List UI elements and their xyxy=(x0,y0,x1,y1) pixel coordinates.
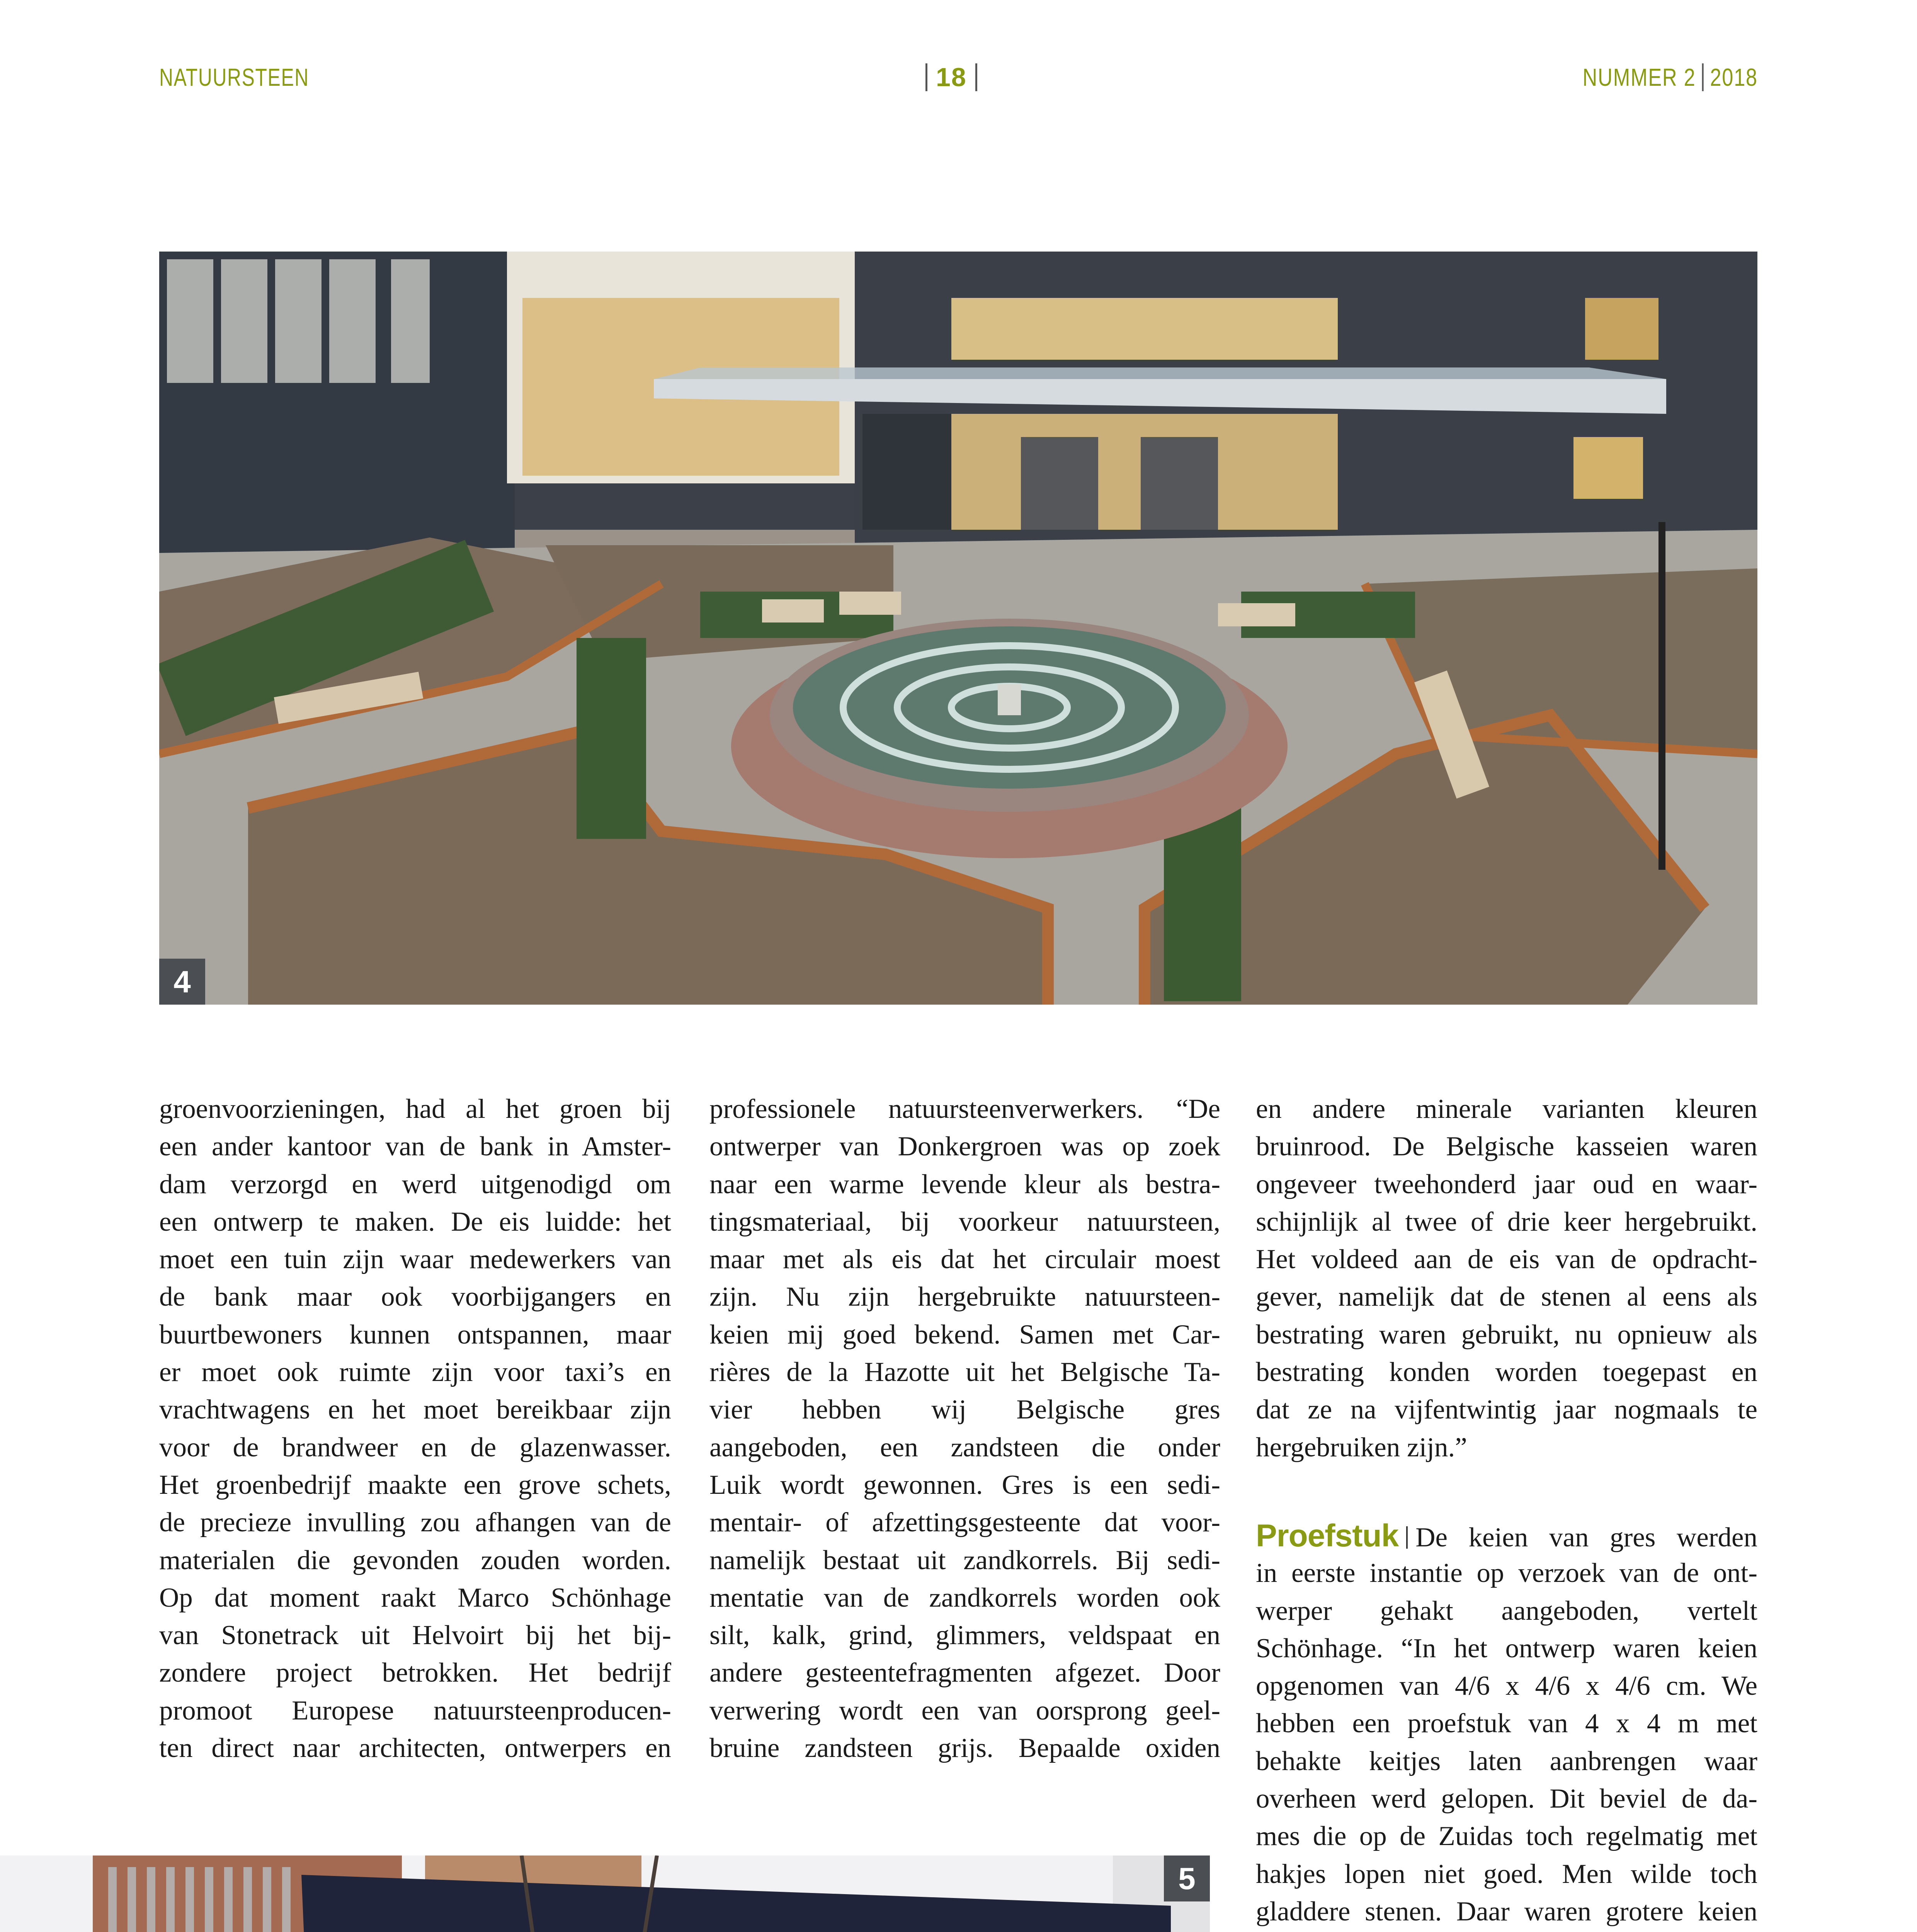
text-line: groenvoorzieningen, had al het groen bij xyxy=(159,1094,671,1124)
text-line: aangeboden, een zandsteen die onder xyxy=(709,1432,1220,1463)
text-line: gever, namelijk dat de stenen al eens als xyxy=(1256,1282,1757,1312)
photo-number-badge: 4 xyxy=(159,959,205,1005)
text-line: de precieze invulling zou afhangen van de xyxy=(159,1507,671,1538)
text-line: rières de la Hazotte uit het Belgische Ta- xyxy=(709,1357,1220,1388)
text-line: materialen die gevonden zouden worden. xyxy=(159,1545,671,1575)
text-line: de bank maar ook voorbijgangers en xyxy=(159,1282,671,1312)
article-column-3 xyxy=(1256,1090,1757,1466)
issue-year: 2018 xyxy=(1710,63,1758,91)
text-line: silt, kalk, grind, glimmers, veldspaat en xyxy=(709,1620,1220,1651)
text-line: vier hebben wij Belgische gres xyxy=(709,1395,1220,1425)
text-line: vrachtwagens en het moet bereikbaar zijn xyxy=(159,1395,671,1425)
photo-courtyard-fountain xyxy=(159,252,1757,1005)
text-line: behakte keitjes laten aanbrengen waar xyxy=(1256,1746,1757,1776)
article-section-proefstuk xyxy=(1256,1517,1757,1932)
article-column-2 xyxy=(709,1090,1220,1767)
issue-number: NUMMER 2 xyxy=(1582,63,1696,91)
photo-cobblestone-terrace xyxy=(0,1855,1210,1932)
text-line: ontwerper van Donkergroen was op zoek xyxy=(709,1131,1220,1162)
text-line: bruinrood. De Belgische kasseien waren xyxy=(1256,1131,1757,1162)
text-line: in eerste instantie op verzoek van de ont- xyxy=(1256,1558,1757,1588)
text-line: bestrating konden worden toegepast en xyxy=(1256,1357,1757,1388)
text-line: professionele natuursteenverwerkers. “De xyxy=(709,1094,1220,1124)
text-line: namelijk bestaat uit zandkorrels. Bij sedi- xyxy=(709,1545,1220,1575)
text-line: hergebruiken zijn.” xyxy=(1256,1432,1467,1463)
text-line: van Stonetrack uit Helvoirt bij het bij- xyxy=(159,1620,671,1651)
text-line: ongeveer tweehonderd jaar oud en waar- xyxy=(1256,1169,1757,1199)
text-line: ten direct naar architecten, ontwerpers en xyxy=(159,1733,671,1764)
text-line: hebben een proefstuk van 4 x 4 m met xyxy=(1256,1708,1757,1739)
text-line xyxy=(1256,1930,1757,1932)
text-line: buurtbewoners kunnen ontspannen, maar xyxy=(159,1319,671,1350)
section-heading: Proefstuk xyxy=(1256,1518,1399,1553)
text-line: Op dat moment raakt Marco Schönhage xyxy=(159,1582,671,1613)
page-number xyxy=(925,62,977,93)
text-line: verwering wordt een van oorsprong geel- xyxy=(709,1695,1220,1726)
text-line: opgenomen van 4/6 x 4/6 x 4/6 cm. We xyxy=(1256,1671,1757,1701)
text-line: naar een warme levende kleur als bestra- xyxy=(709,1169,1220,1199)
text-line: werper gehakt aangeboden, vertelt xyxy=(1256,1595,1757,1626)
text-line: mes die op de Zuidas toch regelmatig met xyxy=(1256,1821,1757,1852)
text-line: schijnlijk al twee of drie keer hergebruikt. xyxy=(1256,1206,1757,1237)
section-lead-line xyxy=(1256,1517,1757,1554)
text-line: dam verzorgd en werd uitgenodigd om xyxy=(159,1169,671,1199)
text-line: gladdere stenen. Daar waren grotere keien xyxy=(1256,1896,1757,1927)
text-line: andere gesteentefragmenten afgezet. Door xyxy=(709,1658,1220,1688)
courtyard-illustration xyxy=(159,252,1757,1005)
text-line: en andere minerale varianten kleuren xyxy=(1256,1094,1757,1124)
text-line: mentatie van de zandkorrels worden ook xyxy=(709,1582,1220,1613)
magazine-title: NATUURSTEEN xyxy=(159,63,309,91)
text-line: maar met als eis dat het circulair moest xyxy=(709,1244,1220,1275)
photo-number-badge: 5 xyxy=(1164,1855,1210,1901)
text-line: Het groenbedrijf maakte een grove schets, xyxy=(159,1469,671,1500)
text-line: een ander kantoor van de bank in Amster- xyxy=(159,1131,671,1162)
text-line: er moet ook ruimte zijn voor taxi’s en xyxy=(159,1357,671,1388)
text-line: overheen werd gelopen. Dit beviel de da- xyxy=(1256,1784,1757,1814)
text-line: promoot Europese natuursteenproducen- xyxy=(159,1695,671,1726)
terrace-illustration xyxy=(0,1855,1210,1932)
text-line: moet een tuin zijn waar medewerkers van xyxy=(159,1244,671,1275)
text-line: tingsmateriaal, bij voorkeur natuursteen, xyxy=(709,1206,1220,1237)
text-line: Luik wordt gewonnen. Gres is een sedi- xyxy=(709,1469,1220,1500)
text-line: zijn. Nu zijn hergebruikte natuursteen- xyxy=(709,1282,1220,1312)
issue-info xyxy=(1583,62,1758,93)
divider xyxy=(975,63,977,91)
text-line: Het voldeed aan de eis van de opdracht- xyxy=(1256,1244,1757,1275)
page-number-value: 18 xyxy=(936,63,967,92)
text-line: een ontwerp te maken. De eis luidde: het xyxy=(159,1206,671,1237)
divider xyxy=(925,63,927,91)
text-line: zondere project betrokken. Het bedrijf xyxy=(159,1658,671,1688)
divider xyxy=(1702,63,1704,91)
text-line: Schönhage. “In het ontwerp waren keien xyxy=(1256,1633,1757,1663)
text-line: keien mij goed bekend. Samen met Car- xyxy=(709,1319,1220,1350)
article-column-1 xyxy=(159,1090,671,1767)
text-line: hakjes lopen niet goed. Men wilde toch xyxy=(1256,1859,1757,1889)
divider xyxy=(1406,1526,1408,1549)
text-line: bruine zandsteen grijs. Bepaalde oxiden xyxy=(709,1733,1220,1764)
text-line: De keien van gres werden xyxy=(1415,1522,1757,1553)
text-line: voor de brandweer en de glazenwasser. xyxy=(159,1432,671,1463)
text-line: mentair- of afzettingsgesteente dat voor- xyxy=(709,1507,1220,1538)
text-line: bestrating waren gebruikt, nu opnieuw als xyxy=(1256,1319,1757,1350)
text-line: dat ze na vijfentwintig jaar nogmaals te xyxy=(1256,1395,1757,1425)
